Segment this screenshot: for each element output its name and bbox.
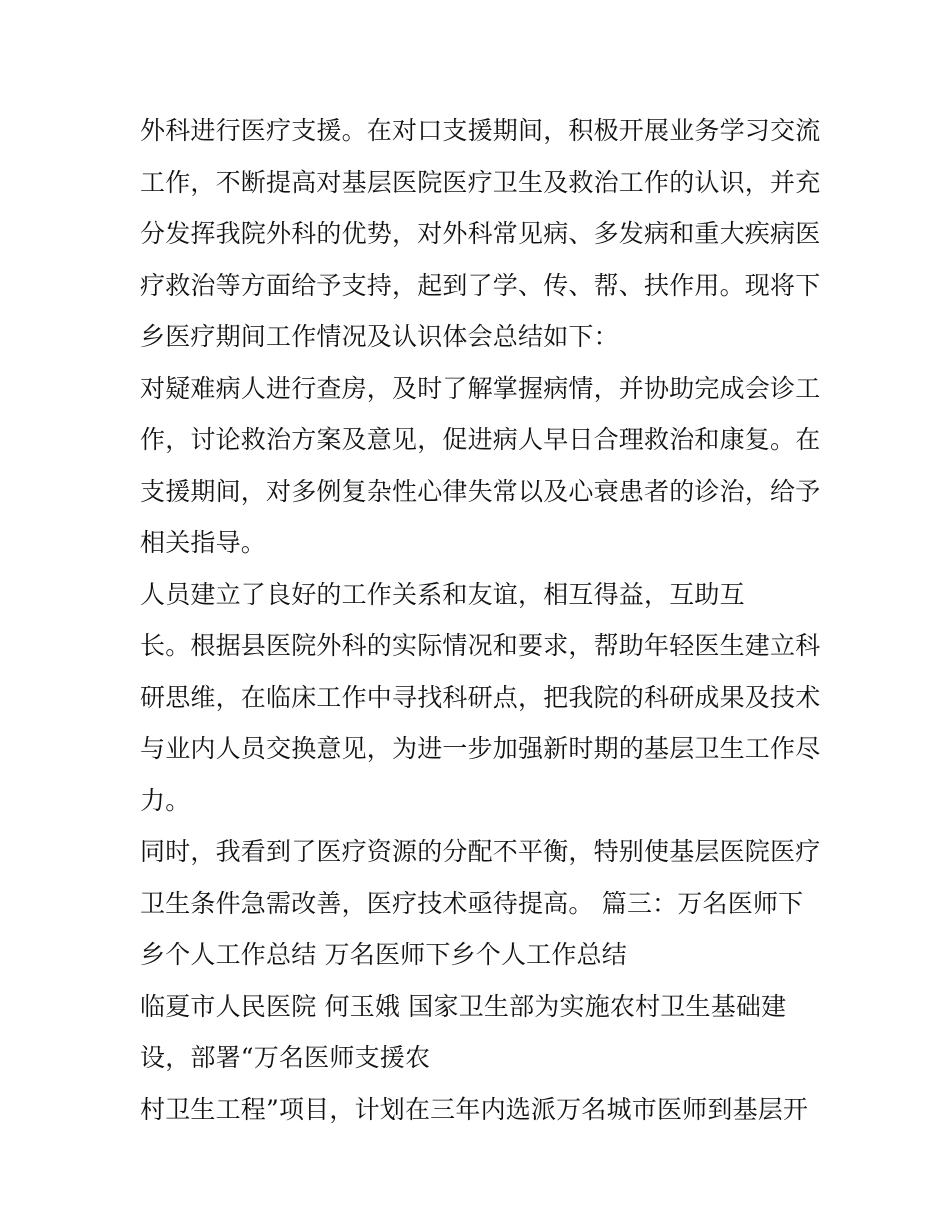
text-line: 乡个人工作总结 万名医师下乡个人工作总结 xyxy=(140,940,627,969)
text-line: 与业内人员交换意见，为进一步加强新时期的基层卫生工作尽 xyxy=(140,734,821,763)
text-line: 乡医疗期间工作情况及认识体会总结如下： xyxy=(140,322,619,351)
text-line: 分发挥我院外科的优势，对外科常见病、多发病和重大疾病医 xyxy=(140,219,821,248)
text-line: 村卫生工程”项目，计划在三年内选派万名城市医师到基层开 xyxy=(140,1094,809,1124)
text-line: 力。 xyxy=(140,785,191,815)
text-line: 人员建立了良好的工作关系和友谊，相互得益，互助互 xyxy=(140,579,745,609)
text-line: 设，部署“万名医师支援农 xyxy=(140,1043,431,1072)
text-line: 疗救治等方面给予支持，起到了学、传、帮、扶作用。现将下 xyxy=(140,270,821,300)
text-line: 对疑难病人进行查房，及时了解掌握病情，并协助完成会诊工 xyxy=(140,373,821,403)
text-line: 同时，我看到了医疗资源的分配不平衡，特别使基层医院医疗 xyxy=(140,837,821,866)
text-line: 支援期间，对多例复杂性心律失常以及心衰患者的诊治，给予 xyxy=(140,476,821,506)
text-line: 长。根据县医院外科的实际情况和要求，帮助年轻医生建立科 xyxy=(140,631,821,660)
text-line: 工作，不断提高对基层医院医疗卫生及救治工作的认识，并充 xyxy=(140,167,821,197)
text-line: 研思维，在临床工作中寻找科研点，把我院的科研成果及技术 xyxy=(140,682,821,712)
body-text xyxy=(140,105,840,1135)
text-line: 作，讨论救治方案及意见，促进病人早日合理救治和康复。在 xyxy=(140,425,821,454)
text-line: 卫生条件急需改善，医疗技术亟待提高。 篇三：万名医师下 xyxy=(140,888,804,918)
text-line: 外科进行医疗支援。在对口支援期间，积极开展业务学习交流 xyxy=(140,116,821,145)
text-line: 相关指导。 xyxy=(140,528,267,557)
text-line: 临夏市人民医院 何玉娥 国家卫生部为实施农村卫生基础建 xyxy=(140,991,787,1021)
